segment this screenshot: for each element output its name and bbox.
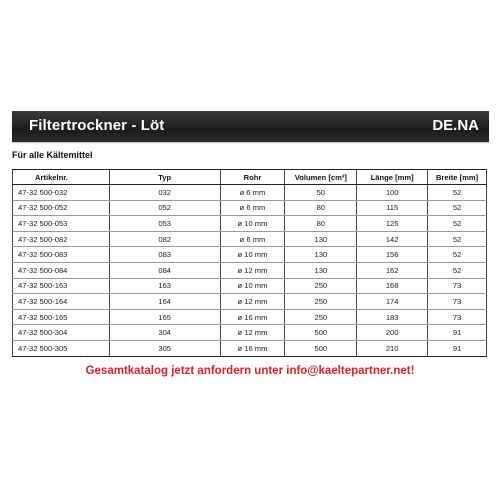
cell-typ: 164 [109, 294, 220, 310]
cell-artikelnr: 47-32 500-083 [13, 247, 110, 263]
cell-breite: 73 [428, 278, 487, 294]
column-header-artikelnr: Artikelnr. [13, 170, 110, 185]
cell-volumen: 250 [285, 294, 357, 310]
cell-artikelnr: 47-32 500-032 [13, 185, 110, 201]
cell-rohr: ø 12 mm [220, 325, 285, 341]
cell-breite: 52 [428, 185, 487, 201]
cell-laenge: 168 [357, 278, 428, 294]
column-header-laenge: Länge [mm] [357, 170, 428, 185]
cell-rohr: ø 10 mm [220, 216, 285, 232]
column-header-rohr: Rohr [220, 170, 285, 185]
table-row [13, 200, 487, 216]
cell-artikelnr: 47-32 500-163 [13, 278, 110, 294]
cell-breite: 52 [428, 200, 487, 216]
cell-rohr: ø 16 mm [220, 340, 285, 356]
cell-artikelnr: 47-32 500-084 [13, 262, 110, 278]
cell-breite: 91 [428, 325, 487, 341]
cell-laenge: 142 [357, 231, 428, 247]
brand-label: DE.NA [432, 117, 479, 134]
cell-rohr: ø 12 mm [220, 262, 285, 278]
cell-typ: 305 [109, 340, 220, 356]
table-row [13, 231, 487, 247]
cell-breite: 73 [428, 294, 487, 310]
cell-volumen: 80 [285, 200, 357, 216]
column-header-volumen: Volumen [cm³] [285, 170, 357, 185]
page-title: Filtertrockner - Löt [29, 117, 165, 134]
table-row [13, 262, 487, 278]
cell-volumen: 250 [285, 309, 357, 325]
catalog-request-note: Gesamtkatalog jetzt anfordern unter info@kaeltepartner.net! [85, 365, 415, 377]
cell-rohr: ø 10 mm [220, 278, 285, 294]
cell-rohr: ø 16 mm [220, 309, 285, 325]
cell-laenge: 125 [357, 216, 428, 232]
cell-typ: 165 [109, 309, 220, 325]
cell-volumen: 130 [285, 247, 357, 263]
cell-breite: 52 [428, 231, 487, 247]
cell-volumen: 500 [285, 340, 357, 356]
subtitle: Für alle Kältemittel [12, 150, 93, 160]
table-row [13, 185, 487, 201]
cell-artikelnr: 47-32 500-053 [13, 216, 110, 232]
cell-typ: 053 [109, 216, 220, 232]
cell-rohr: ø 6 mm [220, 231, 285, 247]
cell-artikelnr: 47-32 500-304 [13, 325, 110, 341]
table-row [13, 325, 487, 341]
table-header-row [13, 170, 487, 185]
cell-breite: 52 [428, 262, 487, 278]
cell-laenge: 174 [357, 294, 428, 310]
cell-laenge: 100 [357, 185, 428, 201]
cell-laenge: 200 [357, 325, 428, 341]
cell-volumen: 80 [285, 216, 357, 232]
cell-laenge: 183 [357, 309, 428, 325]
cell-volumen: 250 [285, 278, 357, 294]
table-row [13, 216, 487, 232]
cell-laenge: 156 [357, 247, 428, 263]
table-body [13, 185, 487, 357]
cell-volumen: 50 [285, 185, 357, 201]
cell-rohr: ø 6 mm [220, 200, 285, 216]
cell-breite: 52 [428, 216, 487, 232]
cell-typ: 163 [109, 278, 220, 294]
cell-typ: 084 [109, 262, 220, 278]
cell-typ: 083 [109, 247, 220, 263]
cell-typ: 052 [109, 200, 220, 216]
product-table [12, 169, 487, 357]
cell-breite: 52 [428, 247, 487, 263]
cell-breite: 91 [428, 340, 487, 356]
table-row [13, 278, 487, 294]
table-row [13, 294, 487, 310]
cell-typ: 082 [109, 231, 220, 247]
table-row [13, 309, 487, 325]
cell-artikelnr: 47-32 500-305 [13, 340, 110, 356]
column-header-breite: Breite [mm] [428, 170, 487, 185]
cell-volumen: 130 [285, 262, 357, 278]
cell-breite: 73 [428, 309, 487, 325]
cell-rohr: ø 12 mm [220, 294, 285, 310]
table-row [13, 247, 487, 263]
column-header-typ: Typ [109, 170, 220, 185]
cell-artikelnr: 47-32 500-052 [13, 200, 110, 216]
cell-laenge: 115 [357, 200, 428, 216]
cell-volumen: 130 [285, 231, 357, 247]
cell-laenge: 210 [357, 340, 428, 356]
cell-rohr: ø 6 mm [220, 185, 285, 201]
cell-artikelnr: 47-32 500-082 [13, 231, 110, 247]
cell-laenge: 162 [357, 262, 428, 278]
cell-typ: 032 [109, 185, 220, 201]
cell-artikelnr: 47-32 500-164 [13, 294, 110, 310]
cell-artikelnr: 47-32 500-165 [13, 309, 110, 325]
title-bar [12, 111, 489, 142]
cell-volumen: 500 [285, 325, 357, 341]
table-row [13, 340, 487, 356]
cell-typ: 304 [109, 325, 220, 341]
cell-rohr: ø 10 mm [220, 247, 285, 263]
